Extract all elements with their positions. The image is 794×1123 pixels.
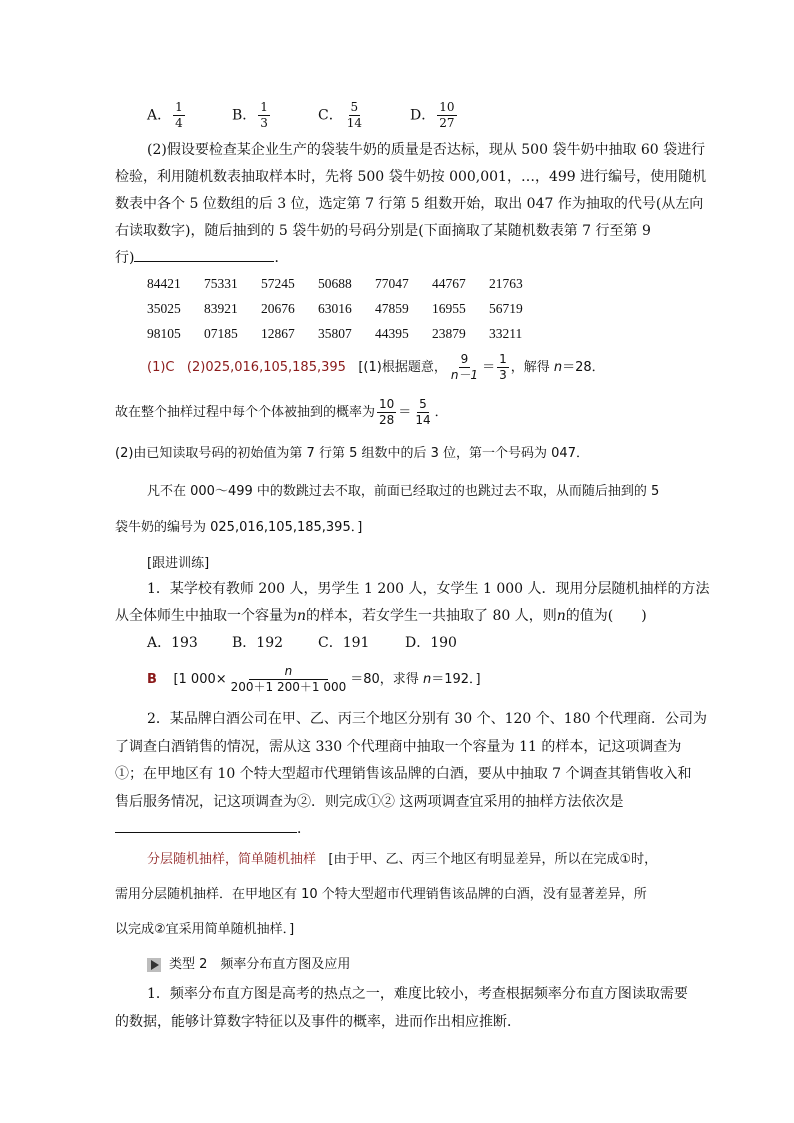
play-arrow-icon bbox=[147, 958, 161, 972]
answer-letter: B bbox=[147, 672, 157, 687]
table-cell: 84421 bbox=[147, 276, 181, 291]
f1-option-b: B．192 bbox=[232, 635, 284, 651]
q2-line-last bbox=[115, 245, 685, 272]
table-cell: 07185 bbox=[204, 326, 238, 341]
option-letter: A． bbox=[147, 107, 172, 124]
answer-blank bbox=[115, 832, 297, 833]
f2-answer-line-3: 以完成②宜采用简单随机抽样．] bbox=[115, 922, 295, 937]
q2-line: (2)假设要检查某企业生产的袋装牛奶的质量是否达标，现从 500 袋牛奶中抽取 60 袋进行 bbox=[147, 142, 706, 158]
random-table-row-3 bbox=[147, 326, 546, 342]
fraction: $\frac{1}{4}$ bbox=[175, 100, 183, 130]
f2-period: ． bbox=[297, 821, 311, 837]
explain-text: ＝192．] bbox=[431, 672, 481, 687]
fraction: $\frac{5}{14}$ bbox=[346, 100, 362, 130]
table-cell: 35025 bbox=[147, 301, 181, 316]
f2-answer-line-2: 需用分层随机抽样．在甲地区有 10 个特大型超市代理销售该品牌的白酒，没有显著差异，所 bbox=[115, 887, 647, 902]
option-letter: B． bbox=[232, 107, 257, 124]
explain-text: ，解得 bbox=[510, 360, 550, 375]
f1-answer bbox=[147, 664, 717, 695]
table-cell: 47859 bbox=[375, 301, 409, 316]
question-2 bbox=[115, 137, 707, 272]
explain-text: ＝80，求得 bbox=[350, 672, 419, 687]
explain-text: [1 000× bbox=[173, 672, 227, 687]
f2-line: ①；在甲地区有 10 个特大型超市代理销售该品牌的白酒，要从中抽取 7 个调查其销售收入和 bbox=[115, 766, 692, 782]
f1-option-d: D．190 bbox=[405, 635, 457, 651]
f1-text: 的值为( ) bbox=[565, 608, 647, 624]
heading-text: 类型 2 频率分布直方图及应用 bbox=[169, 957, 351, 972]
table-cell: 77047 bbox=[375, 276, 409, 291]
f2-line: 了调查白酒销售的情况，需从这 330 个代理商中抽取一个容量为 11 的样本，记这项调查为 bbox=[115, 738, 682, 755]
table-cell: 12867 bbox=[261, 326, 295, 341]
table-cell: 44395 bbox=[375, 326, 409, 341]
f1-text: 从全体师生中抽取一个容量为 bbox=[115, 608, 297, 624]
fraction: $\frac{n}{200+1 200+1 000}$ bbox=[230, 664, 347, 694]
table-cell: 21763 bbox=[489, 276, 523, 291]
answer-2: (2)025,016,105,185,395 bbox=[186, 360, 346, 375]
table-cell: 57245 bbox=[261, 276, 295, 291]
option-a bbox=[147, 100, 187, 131]
q2-line: 检验，利用随机数表抽取样本时，先将 500 袋牛奶按 000,001，…，499 进行编号，使用随机 bbox=[115, 169, 707, 185]
f1-option-a: A．193 bbox=[147, 635, 198, 651]
table-cell: 16955 bbox=[432, 301, 466, 316]
answer-1: (1)C bbox=[147, 360, 175, 375]
answer-blank bbox=[134, 261, 274, 262]
table-cell: 56719 bbox=[489, 301, 523, 316]
answer-text: 分层随机抽样，简单随机抽样 bbox=[147, 852, 317, 867]
f1-option-c: C．191 bbox=[318, 635, 370, 651]
fraction: $\frac{10}{28}$ bbox=[379, 397, 395, 427]
q2-period: ． bbox=[274, 250, 289, 266]
option-letter: D． bbox=[410, 107, 436, 124]
equals: ＝ bbox=[398, 405, 412, 420]
explain-text: 故在整个抽样过程中每个个体被抽到的概率为 bbox=[115, 405, 376, 420]
table-cell: 98105 bbox=[147, 326, 181, 341]
table-cell: 63016 bbox=[318, 301, 352, 316]
q2-line: 数表中各个 5 位数组的后 3 位，选定第 7 行第 5 组数开始，取出 047 作为抽取的代号(从左向 bbox=[115, 196, 704, 212]
explain-text: ． bbox=[434, 405, 448, 420]
option-c bbox=[318, 100, 366, 131]
variable-n: n bbox=[422, 672, 432, 687]
option-b bbox=[232, 100, 272, 131]
answer-line-2 bbox=[115, 397, 685, 428]
answer-line-1 bbox=[147, 352, 717, 383]
type2-line: 1．频率分布直方图是高考的热点之一，难度比较小，考查根据频率分布直方图读取需要 bbox=[147, 986, 688, 1002]
equals: ＝ bbox=[482, 360, 496, 375]
q2-text: 行) bbox=[115, 250, 135, 266]
random-table-row-1 bbox=[147, 276, 546, 292]
q2-line: 右读取数字)，随后抽到的 5 袋牛奶的号码分别是(下面摘取了某随机数表第 7 行至第 9 bbox=[115, 223, 651, 239]
fraction: $\frac{5}{14}$ bbox=[415, 397, 431, 427]
answer-line-3: (2)由已知读取号码的初始值为第 7 行第 5 组数中的后 3 位，第一个号码为 047． bbox=[115, 446, 589, 461]
follow-q2 bbox=[115, 706, 707, 844]
variable-n: n bbox=[556, 608, 566, 624]
fraction: $\frac{1}{3}$ bbox=[260, 100, 268, 130]
f2-line-last bbox=[115, 816, 685, 844]
f2-line: 售后服务情况，记这项调查为②．则完成①② 这两项调查宜采用的抽样方法依次是 bbox=[115, 793, 624, 810]
table-cell: 33211 bbox=[489, 326, 523, 341]
answer-line-4: 凡不在 000～499 中的数跳过去不取，前面已经取过的也跳过去不取，从而随后抽到的 5 bbox=[147, 484, 660, 499]
f2-answer bbox=[147, 847, 717, 873]
table-cell: 83921 bbox=[204, 301, 238, 316]
fraction: $\frac{10}{27}$ bbox=[439, 100, 455, 130]
table-cell: 23879 bbox=[432, 326, 466, 341]
type2-line: 的数据，能够计算数字特征以及事件的概率，进而作出相应推断． bbox=[115, 1014, 521, 1030]
explain-text: ＝28． bbox=[562, 360, 605, 375]
f1-text: 的样本，若女学生一共抽取了 80 人，则 bbox=[306, 608, 557, 624]
f1-line: 1．某学校有教师 200 人，男学生 1 200 人，女学生 1 000 人．现用分层随机抽样的方法 bbox=[147, 581, 710, 597]
table-cell: 75331 bbox=[204, 276, 238, 291]
table-cell: 20676 bbox=[261, 301, 295, 316]
follow-q1 bbox=[115, 576, 710, 630]
table-cell: 44767 bbox=[432, 276, 466, 291]
option-d bbox=[410, 100, 459, 131]
table-cell: 35807 bbox=[318, 326, 352, 341]
fraction: $\frac{1}{3}$ bbox=[499, 352, 507, 382]
option-letter: C． bbox=[318, 107, 343, 124]
explain-text: [(1)根据题意， bbox=[358, 360, 447, 375]
variable-n: n bbox=[553, 360, 563, 375]
explain-text: [由于甲、乙、丙三个地区有明显差异，所以在完成①时， bbox=[328, 852, 658, 867]
f1-line-2 bbox=[115, 603, 685, 630]
fraction: $\frac{9}{n-1}$ bbox=[450, 352, 479, 382]
f2-line: 2．某品牌白酒公司在甲、乙、丙三个地区分别有 30 个、120 个、180 个代理商．公司为 bbox=[147, 711, 707, 727]
variable-n: n bbox=[297, 608, 307, 624]
random-table-row-2 bbox=[147, 301, 546, 317]
table-cell: 50688 bbox=[318, 276, 352, 291]
follow-up-label: [跟进训练] bbox=[147, 556, 210, 571]
answer-line-5: 袋牛奶的编号为 025,016,105,185,395．] bbox=[115, 520, 363, 535]
type-2-paragraph bbox=[115, 980, 688, 1036]
type-2-heading bbox=[147, 952, 717, 978]
